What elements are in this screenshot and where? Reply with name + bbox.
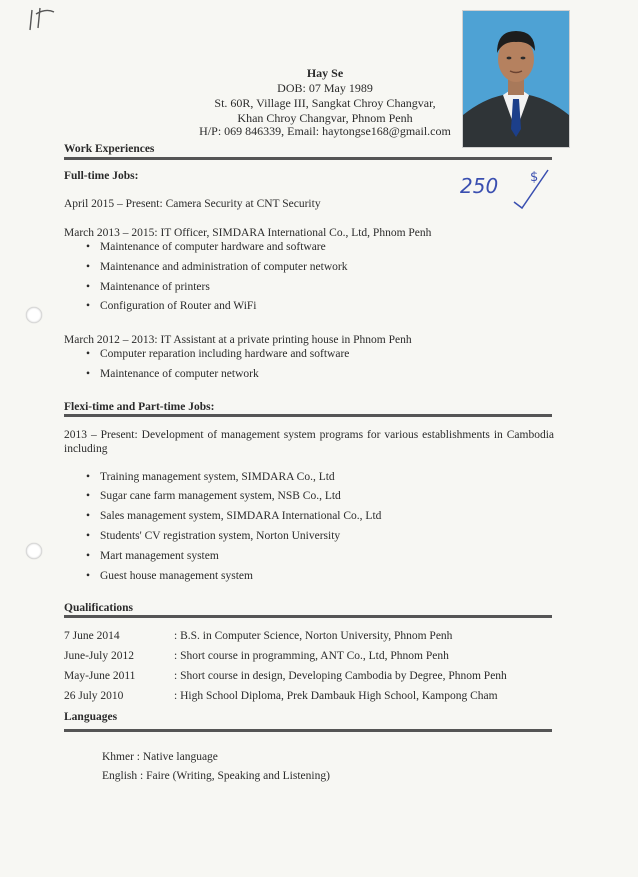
list-item: • Training management system, SIMDARA Co., Ltd [86,471,335,483]
language-item: English : Faire (Writing, Speaking and Listening) [102,770,330,782]
list-item: • Maintenance of computer hardware and software [86,241,326,253]
punch-hole [26,543,42,559]
list-item: • Students' CV registration system, Norton University [86,530,341,542]
list-item: • Sales management system, SIMDARA International Co., Ltd [86,510,382,522]
address-line-2: Khan Chroy Changvar, Phnom Penh [237,111,413,125]
list-item: • Configuration of Router and WiFi [86,300,257,312]
language-item: Khmer : Native language [102,751,218,763]
section-divider [64,157,552,160]
list-item: • Maintenance of computer network [86,368,259,380]
pen-mark-icon [22,4,62,34]
fulltime-jobs-heading: Full-time Jobs: [64,170,139,182]
list-item: • Mart management system [86,550,219,562]
qualification-desc: : High School Diploma, Prek Dambauk High School, Kampong Cham [174,690,498,702]
list-item: • Maintenance of printers [86,281,210,293]
list-item: • Maintenance and administration of computer network [86,261,348,273]
qualification-date: 7 June 2014 [64,630,120,642]
work-experience-heading: Work Experiences [64,143,155,155]
section-divider [64,414,552,417]
job-entry: March 2012 – 2013: IT Assistant at a private printing house in Phnom Penh [64,334,412,346]
qualification-date: June-July 2012 [64,650,134,662]
flexi-intro: 2013 – Present: Development of management system programs for various establishments in Cambodia including [64,429,554,455]
job-entry: April 2015 – Present: Camera Security at CNT Security [64,198,321,210]
qualification-desc: : Short course in design, Developing Cambodia by Degree, Phnom Penh [174,670,507,682]
section-divider [64,729,552,732]
flexi-jobs-heading: Flexi-time and Part-time Jobs: [64,401,215,413]
qualification-date: May-June 2011 [64,670,136,682]
contact-info: H/P: 069 846339, Email: haytongse168@gmail.com [199,124,451,138]
qualification-desc: : Short course in programming, ANT Co., Ltd, Phnom Penh [174,650,449,662]
list-item: • Sugar cane farm management system, NSB Co., Ltd [86,490,341,502]
punch-hole [26,307,42,323]
list-item: • Guest house management system [86,570,253,582]
qualification-desc: : B.S. in Computer Science, Norton University, Phnom Penh [174,630,453,642]
date-of-birth: DOB: 07 May 1989 [277,81,373,95]
qualification-date: 26 July 2010 [64,690,124,702]
handwritten-amount: 250 [460,174,499,198]
qualifications-heading: Qualifications [64,602,134,614]
candidate-name: Hay Se [306,66,344,80]
section-divider [64,615,552,618]
job-entry: March 2013 – 2015: IT Officer, SIMDARA International Co., Ltd, Phnom Penh [64,227,432,239]
address-line-1: St. 60R, Village III, Sangkat Chroy Changvar, [214,96,436,110]
languages-heading: Languages [64,711,118,723]
list-item: • Computer reparation including hardware and software [86,348,350,360]
handwritten-currency: $ [530,170,539,185]
